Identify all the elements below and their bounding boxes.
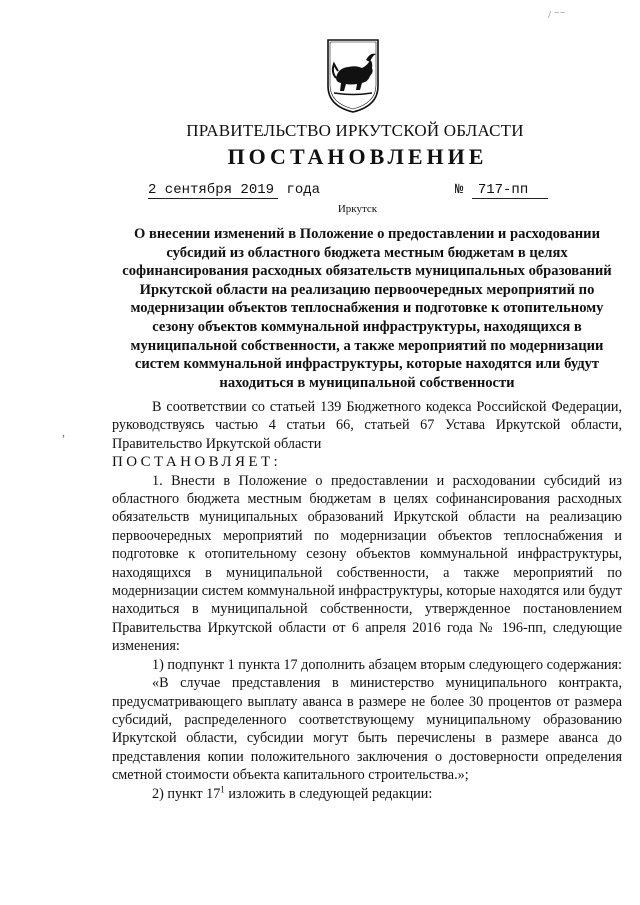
subitem-2-paragraph (112, 785, 622, 803)
preamble-paragraph: В соответствии со статьей 139 Бюджетного кодекса Российской Федерации, руководствуясь частью 4 статьи 66, статьей 67 Устава Иркутской области, Правительство Иркутской области (112, 399, 622, 452)
document-number (455, 182, 548, 199)
date-value: 2 сентября 2019 (148, 182, 278, 199)
subitem-2-suffix: изложить в следующей редакции: (224, 785, 433, 802)
document-subject: О внесении изменений в Положение о предоставлении и расходовании субсидий из областного бюджета местным бюджетам в целях софинансирования расходных обязательств муниципальных образований Иркутской области на реализацию первоочередных мероприятий по модернизации объектов теплоснабжения и подготовке к отопительному сезону объектов коммунальной инфраструктуры, находящихся в муниципальной собственности, а также мероприятий по модернизации систем коммунальной инфраструктуры, которые находятся или будут находиться в муниципальной собственности (122, 226, 612, 391)
government-title: ПРАВИТЕЛЬСТВО ИРКУТСКОЙ ОБЛАСТИ (186, 121, 524, 140)
margin-mark: , (62, 425, 65, 439)
document-date (148, 182, 320, 198)
subitem-2-superscript: 1 (220, 783, 225, 794)
handwritten-mark: / ⁻⁻ (548, 9, 566, 21)
date-suffix: года (286, 182, 321, 198)
number-value: 717-пп (472, 182, 548, 199)
document-type: ПОСТАНОВЛЕНИЕ (227, 144, 488, 169)
irkutsk-coat-of-arms-icon (326, 38, 380, 114)
document-body (112, 398, 622, 803)
subitem-2-prefix: 2) пункт 17 (152, 785, 221, 802)
subitem-1-paragraph: 1) подпункт 1 пункта 17 дополнить абзацем вторым следующего содержания: (152, 656, 622, 673)
city-name: Иркутск (337, 203, 378, 215)
decree-word: ПОСТАНОВЛЯЕТ: (112, 454, 282, 471)
item-1-paragraph: 1. Внести в Положение о предоставлении и расходовании субсидий из областного бюджета местным бюджетам в целях софинансирования расходных обязательств муниципальных образований Иркутской области на реализацию первоочередных мероприятий по модернизации объектов теплоснабжения и подготовке к отопительному сезону объектов коммунальной инфраструктуры, находящихся в муниципальной собственности, а также мероприятий по модернизации систем коммунальной инфраструктуры, которые находятся или будут находиться в муниципальной собственности, утвержденное постановлением Правительства Иркутской области от 6 апреля 2016 года № 196-пп, следующие изменения: (112, 472, 622, 655)
number-prefix: № (455, 182, 464, 198)
quoted-paragraph: «В случае представления в министерство муниципального контракта, предусматривающего выплату аванса в размере не более 30 процентов от размера субсидий, распределенного соответствующему муниципальному образованию Иркутской области, субсидии могут быть перечислены в размере аванса до представления копии положительного заключения о достоверности определения сметной стоимости объекта капитального строительства.»; (112, 675, 622, 784)
